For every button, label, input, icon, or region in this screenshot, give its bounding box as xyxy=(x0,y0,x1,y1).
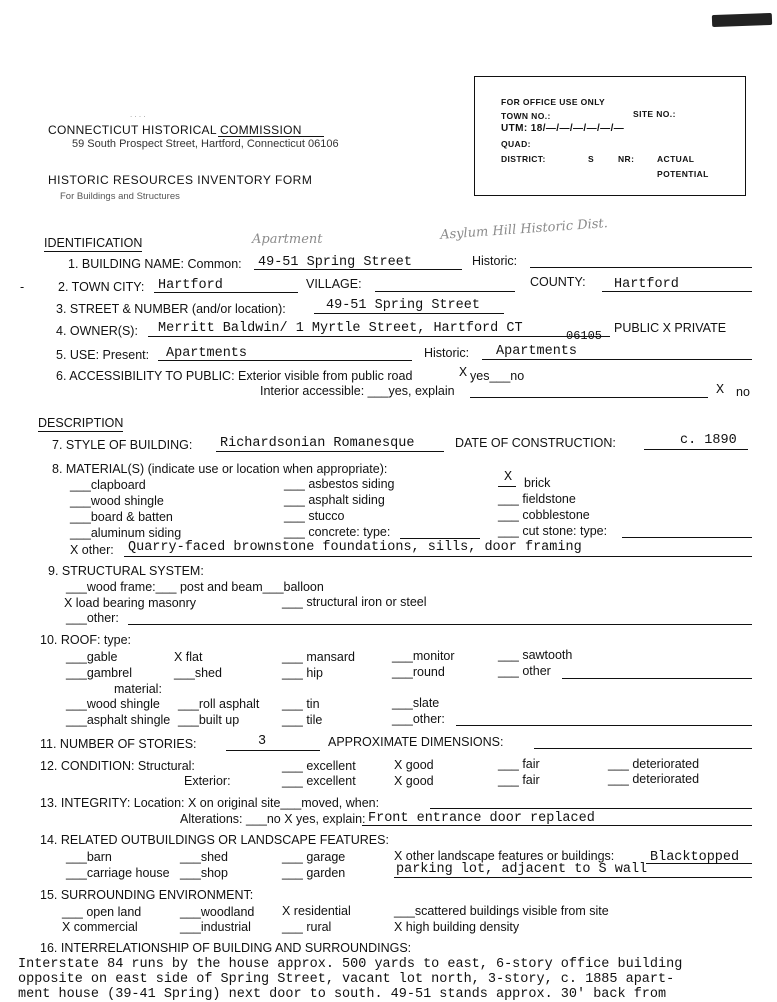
description-heading: DESCRIPTION xyxy=(38,416,124,430)
commission-address: 59 South Prospect Street, Hartford, Connecticut 06106 xyxy=(72,138,339,150)
owner-zip: 06105 xyxy=(566,329,603,343)
env-commercial: X commercial xyxy=(62,920,138,934)
out-other-label: X other landscape features or buildings: xyxy=(394,849,615,863)
district-label: DISTRICT: xyxy=(501,154,546,164)
roof-other2: ___other: xyxy=(392,712,445,726)
struct-wood-frame: ___wood frame:___ post and beam___balloon xyxy=(66,580,324,594)
stories-label: 11. NUMBER OF STORIES: xyxy=(40,737,197,751)
dimensions-label: APPROXIMATE DIMENSIONS: xyxy=(328,735,504,749)
exterior-label: Exterior: xyxy=(184,774,231,788)
alterations-value: Front entrance door replaced xyxy=(368,811,595,826)
owner-value: Merritt Baldwin/ 1 Myrtle Street, Hartford CT xyxy=(158,321,523,336)
site-no-label: SITE NO.: xyxy=(633,109,676,119)
struct-iron-steel: ___ structural iron or steel xyxy=(282,595,427,609)
public-private: PUBLIC X PRIVATE xyxy=(614,321,727,335)
owner-line xyxy=(148,336,610,337)
env-scattered: ___scattered buildings visible from site xyxy=(394,904,609,918)
use-label: 5. USE: Present: xyxy=(56,348,150,362)
interior-line xyxy=(470,397,708,398)
town-label: 2. TOWN CITY: xyxy=(58,280,145,294)
interrelationship-label: 16. INTERRELATIONSHIP OF BUILDING AND SURROUNDINGS: xyxy=(40,941,412,955)
roof-hip: ___ hip xyxy=(282,666,324,680)
integrity-moved-line xyxy=(430,808,752,809)
out-other-line-1 xyxy=(646,863,752,864)
mat-other-line xyxy=(124,556,752,557)
roof-shed: ___shed xyxy=(174,666,222,680)
structural-label: 9. STRUCTURAL SYSTEM: xyxy=(48,564,204,578)
out-other-line-2 xyxy=(394,877,752,878)
cond-good-1: X good xyxy=(394,758,434,772)
office-use-box xyxy=(474,76,746,196)
mat-wood-shingle: ___wood shingle xyxy=(70,494,164,508)
roof-asphalt-shingle: ___asphalt shingle xyxy=(66,713,171,727)
style-label: 7. STYLE OF BUILDING: xyxy=(52,438,193,452)
cond-excellent-2: ___ excellent xyxy=(282,774,356,788)
out-carriage-house: ___carriage house xyxy=(66,866,170,880)
town-no-label: TOWN NO.: xyxy=(501,111,551,121)
style-value: Richardsonian Romanesque xyxy=(220,436,415,451)
owner-label: 4. OWNER(S): xyxy=(56,324,138,338)
cond-deteriorated-1: ___ deteriorated xyxy=(608,757,700,771)
mat-clapboard: ___clapboard xyxy=(70,478,146,492)
roof-flat: X flat xyxy=(174,650,203,664)
out-other-value-2: parking lot, adjacent to S wall xyxy=(396,862,648,877)
margin-dash: - xyxy=(20,280,25,294)
nr-label: NR: xyxy=(618,154,635,164)
interrelationship-line-1: Interstate 84 runs by the house approx. 500 yards to east, 6-story office building xyxy=(18,957,683,972)
mat-brick-x: X xyxy=(504,470,513,485)
mat-fieldstone: ___ fieldstone xyxy=(498,492,576,506)
quad-label: QUAD: xyxy=(501,139,531,149)
mat-asbestos: ___ asbestos siding xyxy=(284,477,395,491)
district-code: S xyxy=(588,154,595,164)
out-shed: ___shed xyxy=(180,850,228,864)
roof-other2-line xyxy=(456,725,752,726)
out-barn: ___barn xyxy=(66,850,112,864)
stories-line xyxy=(226,750,320,751)
office-title: FOR OFFICE USE ONLY xyxy=(501,97,606,107)
struct-other: ___other: xyxy=(66,611,119,625)
environment-label: 15. SURROUNDING ENVIRONMENT: xyxy=(40,888,254,902)
use-present-value: Apartments xyxy=(166,346,248,361)
roof-sawtooth: ___ sawtooth xyxy=(498,648,573,662)
date-label: DATE OF CONSTRUCTION: xyxy=(455,436,616,450)
mat-other-label: X other: xyxy=(70,543,114,557)
cond-fair-2: ___ fair xyxy=(498,773,540,787)
use-historic-value: Apartments xyxy=(496,344,578,359)
struct-other-line xyxy=(128,624,752,625)
interior-label: Interior accessible: ___yes, explain xyxy=(260,384,455,398)
scan-smudge xyxy=(712,13,772,27)
county-label: COUNTY: xyxy=(530,275,586,289)
env-high-density: X high building density xyxy=(394,920,520,934)
mat-concrete-line xyxy=(400,538,480,539)
town-line xyxy=(154,292,298,293)
roof-slate: ___slate xyxy=(392,696,440,710)
mat-concrete: ___ concrete: type: xyxy=(284,525,391,539)
village-line xyxy=(375,291,515,292)
out-garden: ___ garden xyxy=(282,866,346,880)
interrelationship-line-2: opposite on east side of Spring Street, vacant lot north, 3-story, c. 1885 apart- xyxy=(18,972,675,987)
out-garage: ___ garage xyxy=(282,850,346,864)
alterations-label: Alterations: ___no X yes, explain: xyxy=(180,812,366,826)
env-woodland: ___woodland xyxy=(180,905,255,919)
mat-board-batten: ___board & batten xyxy=(70,510,173,524)
mat-stucco: ___ stucco xyxy=(284,509,345,523)
interior-x: X xyxy=(716,383,725,398)
roof-monitor: ___monitor xyxy=(392,649,455,663)
building-name-label: 1. BUILDING NAME: Common: xyxy=(68,257,242,271)
condition-label: 12. CONDITION: Structural: xyxy=(40,759,195,773)
use-historic-label: Historic: xyxy=(424,346,470,360)
out-other-value-1: Blacktopped xyxy=(650,850,740,865)
roof-tin: ___ tin xyxy=(282,697,320,711)
historic-label: Historic: xyxy=(472,254,518,268)
roof-other: ___ other xyxy=(498,664,551,678)
roof-roll-asphalt: ___roll asphalt xyxy=(178,697,260,711)
use-present-line xyxy=(158,360,412,361)
mat-aluminum: ___aluminum siding xyxy=(70,526,182,540)
materials-label: 8. MATERIAL(S) (indicate use or location when appropriate): xyxy=(52,462,388,476)
env-open-land: ___ open land xyxy=(62,905,142,919)
town-value: Hartford xyxy=(158,278,223,293)
interior-no: no xyxy=(736,385,750,399)
mat-brick-line xyxy=(498,486,516,487)
cond-excellent-1: ___ excellent xyxy=(282,759,356,773)
accessibility-x: X xyxy=(459,366,468,381)
date-value: c. 1890 xyxy=(680,433,737,448)
handwritten-note-2: Asylum Hill Historic Dist. xyxy=(439,216,609,243)
handwritten-note-1: Apartment xyxy=(252,232,323,247)
building-name-value: 49-51 Spring Street xyxy=(258,255,412,270)
roof-other-line xyxy=(562,678,752,679)
struct-load-bearing: X load bearing masonry xyxy=(64,596,197,610)
mat-other-value: Quarry-faced brownstone foundations, sills, door framing xyxy=(128,540,582,555)
outbuildings-label: 14. RELATED OUTBUILDINGS OR LANDSCAPE FEATURES: xyxy=(40,833,389,847)
form-subtitle: For Buildings and Structures xyxy=(60,191,180,202)
utm-label: UTM: 18/—/—/—/—/—/— xyxy=(501,123,625,134)
mat-brick: brick xyxy=(524,476,551,490)
env-industrial: ___industrial xyxy=(180,920,251,934)
integrity-label: 13. INTEGRITY: Location: X on original site___moved, when: xyxy=(40,796,380,810)
style-line xyxy=(216,451,444,452)
street-line xyxy=(314,313,504,314)
cond-deteriorated-2: ___ deteriorated xyxy=(608,772,700,786)
use-historic-line xyxy=(482,359,752,360)
actual-label: ACTUAL xyxy=(657,154,695,164)
roof-label: 10. ROOF: type: xyxy=(40,633,132,647)
roof-mansard: ___ mansard xyxy=(282,650,355,664)
street-label: 3. STREET & NUMBER (and/or location): xyxy=(56,302,286,316)
roof-gambrel: ___gambrel xyxy=(66,666,133,680)
building-name-line xyxy=(254,269,462,270)
historic-line xyxy=(530,267,752,268)
dimensions-line xyxy=(534,748,752,749)
out-shop: ___shop xyxy=(180,866,228,880)
mat-cut-stone: ___ cut stone: type: xyxy=(498,524,608,538)
interrelationship-line-3: ment house (39-41 Spring) next door to south. 49-51 stands approx. 30' back from xyxy=(18,987,667,1002)
roof-tile: ___ tile xyxy=(282,713,323,727)
env-residential: X residential xyxy=(282,904,351,918)
env-rural: ___ rural xyxy=(282,920,332,934)
form-title: HISTORIC RESOURCES INVENTORY FORM xyxy=(48,173,313,187)
mat-asphalt: ___ asphalt siding xyxy=(284,493,385,507)
roof-round: ___round xyxy=(392,665,445,679)
roof-wood-shingle: ___wood shingle xyxy=(66,697,160,711)
county-value: Hartford xyxy=(614,277,679,292)
stories-value: 3 xyxy=(258,734,267,749)
cond-good-2: X good xyxy=(394,774,434,788)
header-faint-mark: . . . . xyxy=(130,110,146,119)
potential-label: POTENTIAL xyxy=(657,169,709,179)
identification-heading: IDENTIFICATION xyxy=(44,236,143,250)
mat-cut-stone-line xyxy=(622,537,752,538)
county-line xyxy=(602,291,752,292)
cond-fair-1: ___ fair xyxy=(498,757,540,771)
roof-built-up: ___built up xyxy=(178,713,240,727)
accessibility-label: 6. ACCESSIBILITY TO PUBLIC: Exterior visible from public road xyxy=(56,369,413,383)
village-label: VILLAGE: xyxy=(306,277,362,291)
mat-cobblestone: ___ cobblestone xyxy=(498,508,590,522)
date-line xyxy=(644,449,748,450)
roof-material-label: material: xyxy=(114,682,162,696)
roof-gable: ___gable xyxy=(66,650,118,664)
accessibility-yes-no: yes___no xyxy=(470,369,525,383)
alterations-line xyxy=(362,825,752,826)
commission-name: CONNECTICUT HISTORICAL COMMISSION xyxy=(48,123,302,137)
street-value: 49-51 Spring Street xyxy=(326,298,480,313)
